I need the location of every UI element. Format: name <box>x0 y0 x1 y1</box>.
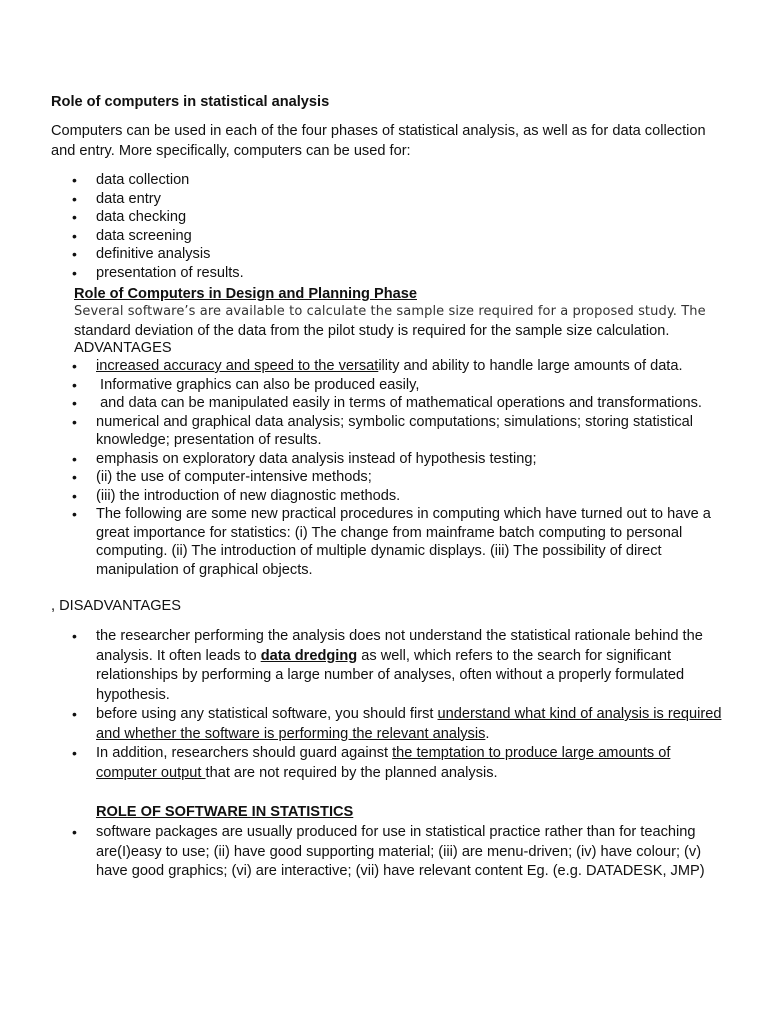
list-item <box>51 357 731 376</box>
underlined-text: understand what kind of analysis is required and whether the software is performing the relevant analysis <box>96 706 722 742</box>
design-phase-paragraph <box>74 303 724 340</box>
list-item: • data checking <box>51 208 731 227</box>
text: ility and ability to handle large amounts of data. <box>378 358 683 374</box>
list-item: • presentation of results. <box>51 264 731 283</box>
list-item: • The following are some new practical procedures in computing which have turned out to have a great importance for statistics: (i) The change from mainframe batch computing to personal computing. (ii) The introduction of multiple dynamic displays. (iii) The possibility of direct manipulation of graphical objects. <box>51 505 731 579</box>
list-item: • emphasis on exploratory data analysis instead of hypothesis testing; <box>51 450 731 469</box>
disadvantages-list <box>51 627 731 783</box>
design-line-1: Several software’s are available to calculate the sample size required for a proposed study. The <box>74 304 706 319</box>
list-item: • Informative graphics can also be produced easily, <box>51 376 731 395</box>
document-title: Role of computers in statistical analysis <box>51 94 330 110</box>
software-heading: ROLE OF SOFTWARE IN STATISTICS <box>96 804 354 820</box>
uses-list <box>51 171 731 282</box>
disadvantages-label: , DISADVANTAGES <box>51 598 182 614</box>
bold-underlined-term: data dredging <box>260 647 358 664</box>
list-item: • and data can be manipulated easily in terms of mathematical operations and transformations. <box>51 394 731 413</box>
list-item <box>51 744 731 783</box>
text: the researcher performing the analysis does not understand the statistical rationale behind the analysis. It often leads to <box>96 628 703 664</box>
text: In addition, researchers should guard against <box>96 745 393 761</box>
list-item: • numerical and graphical data analysis; symbolic computations; simulations; storing statistical knowledge; presentation of results. <box>51 413 731 450</box>
advantages-label: ADVANTAGES <box>74 340 172 356</box>
intro-paragraph: Computers can be used in each of the four phases of statistical analysis, as well as for data collection and entry. More specifically, computers can be used for: <box>51 123 706 159</box>
list-item <box>51 627 731 705</box>
text: as well, which refers to the search for significant relationships by performing a large number of analyses, often without a properly formulated hypothesis. <box>96 647 685 703</box>
list-item: • (ii) the use of computer-intensive methods; <box>51 468 731 487</box>
list-item: • (iii) the introduction of new diagnostic methods. <box>51 487 731 506</box>
text: that are not required by the planned analysis. <box>205 764 498 781</box>
text: before using any statistical software, you should first <box>96 706 438 722</box>
list-item: • data entry <box>51 190 731 209</box>
list-item: • data collection <box>51 171 731 190</box>
text: . <box>485 725 490 742</box>
list-item: • definitive analysis <box>51 245 731 264</box>
software-list <box>51 823 731 882</box>
underlined-text: increased accuracy and speed to the versat <box>96 358 379 374</box>
design-line-2: standard deviation of the data from the pilot study is required for the sample size calculation. <box>74 322 670 339</box>
list-item: • software packages are usually produced for use in statistical practice rather than for teaching are(I)easy to use; (ii) have good supporting material; (iii) are menu-driven; (iv) have colour; (v) have good graphics; (vi) are interactive; (vii) have relevant content Eg. (e.g. DATADESK, JMP) <box>51 823 731 882</box>
underlined-text: the temptation to produce large amounts of computer output <box>96 745 671 781</box>
list-item <box>51 705 731 744</box>
advantages-list <box>51 357 731 579</box>
list-item: • data screening <box>51 227 731 246</box>
design-phase-heading: Role of Computers in Design and Planning Phase <box>74 286 417 302</box>
